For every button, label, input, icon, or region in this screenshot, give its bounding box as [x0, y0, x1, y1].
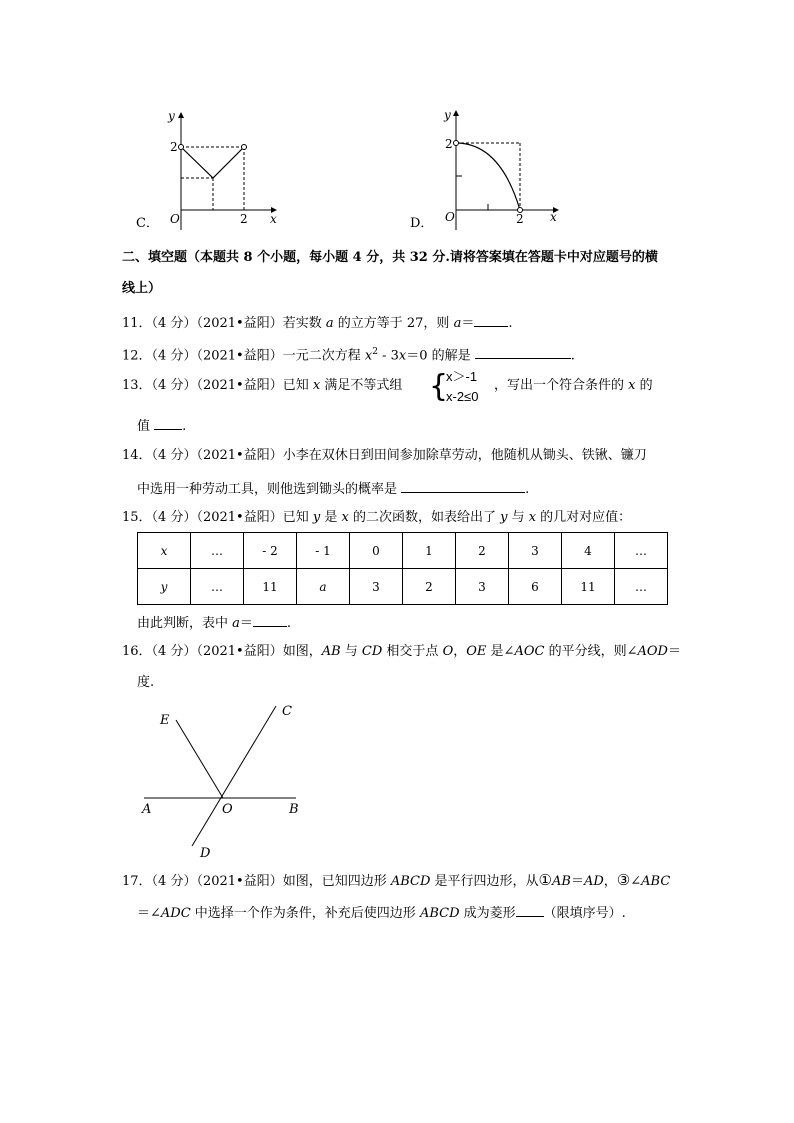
q11-text-mid: 的立方等于 27，则 [333, 316, 454, 331]
ray-oe [176, 720, 223, 798]
q12-exponent: 2 [372, 347, 378, 357]
q16-m5: 的平分线，则∠ [544, 644, 638, 659]
table-cell: 0 [350, 533, 403, 569]
question-14-line2 [137, 478, 529, 499]
q15-after-end: . [286, 616, 292, 631]
q17-l2end: （限填序号）. [543, 906, 626, 921]
q17-ad: AD [583, 874, 604, 889]
option-c-label: C． [136, 216, 159, 231]
table-cell: 1 [403, 533, 456, 569]
q15-x2: x [528, 510, 537, 525]
option-d-graph [410, 105, 570, 235]
q14-end: . [525, 482, 530, 497]
q17-angle: ∠ [630, 874, 642, 889]
point-b-label: B [289, 802, 299, 817]
x-axis-label: x [550, 210, 557, 224]
parabola-curve [456, 143, 520, 210]
open-point-left [179, 145, 184, 150]
answer-blank[interactable] [516, 902, 544, 917]
y-tick-2: 2 [170, 140, 178, 154]
question-14: 14．（4 分）（2021•益阳）小李在双休日到田间参加除草劳动，他随机从锄头、铁锹、镰刀 [122, 448, 647, 463]
q14-line2: 中选用一种劳动工具，则他选到锄头的概率是 [137, 482, 402, 497]
q13-post2: 的 [635, 378, 653, 393]
table-cell: … [615, 533, 668, 569]
open-point-top [454, 141, 459, 146]
q17-abcd2: ABCD [419, 906, 460, 921]
q17-m2: ， [603, 874, 617, 889]
q17-abcd: ABCD [390, 874, 431, 889]
x-tick-2: 2 [516, 212, 524, 226]
q16-text: 16．（4 分）（2021•益阳）如图， [122, 644, 322, 659]
q13-var: x [312, 378, 321, 393]
q11-eq: ＝ [461, 316, 475, 331]
q13-line2: 值 [137, 419, 155, 434]
q12-text: 12．（4 分）（2021•益阳）一元二次方程 [122, 348, 365, 364]
q15-post: 的几对对应值： [536, 510, 632, 525]
x-axis-label: x [270, 212, 277, 226]
option-d-label: D． [410, 216, 434, 231]
q13-post: ，写出一个符合条件的 [494, 378, 629, 393]
q12-var2: x [398, 348, 407, 364]
line-cd [192, 706, 276, 846]
y-axis-label: y [444, 108, 451, 122]
answer-blank[interactable] [474, 312, 508, 327]
table-cell: y [138, 569, 191, 605]
q16-oe: OE [466, 644, 487, 659]
answer-blank[interactable] [154, 415, 182, 430]
question-13-post [494, 377, 653, 395]
q12-end: . [570, 348, 575, 364]
q15-after-pre: 由此判断，表中 [137, 616, 233, 631]
table-cell: … [191, 569, 244, 605]
question-16 [122, 643, 681, 661]
table-cell: … [615, 569, 668, 605]
table-cell: 3 [456, 569, 509, 605]
table-cell: 3 [350, 569, 403, 605]
table-cell: 2 [456, 533, 509, 569]
q15-text: 15．（4 分）（2021•益阳）已知 [122, 510, 313, 525]
y-axis-label: y [168, 109, 175, 123]
question-16-line2: 度. [137, 675, 155, 690]
q17-text: 17．（4 分）（2021•益阳）如图，已知四边形 [122, 874, 391, 889]
q17-l2pre: ＝∠ [137, 906, 161, 921]
q15-mid: 是 [320, 510, 342, 525]
q11-text: 11．（4 分）（2021•益阳）若实数 [122, 316, 326, 331]
point-e-label: E [160, 713, 170, 728]
table-cell: - 1 [297, 533, 350, 569]
q15-y: y [312, 510, 321, 525]
q11-var2: a [453, 316, 462, 331]
table-row-y [138, 569, 668, 605]
q17-m1: 是平行四边形，从 [430, 874, 539, 889]
q17-eq: ＝ [570, 874, 584, 889]
y-tick-2: 2 [445, 137, 453, 151]
q17-l2mid: 中选择一个作为条件，补充后使四边形 [190, 906, 420, 921]
section-heading-line1: 二、填空题（本题共 8 个小题，每小题 4 分，共 32 分.请将答案填在答题卡中对应题号的横 [122, 250, 658, 265]
inequality-2: x-2≤0 [446, 389, 479, 404]
q16-aod: AOD [637, 644, 668, 659]
q16-cd: CD [361, 644, 383, 659]
q15-after-eq: ＝ [239, 616, 253, 631]
table-cell: a [297, 569, 350, 605]
question-17-line2 [137, 902, 626, 923]
q16-ab: AB [321, 644, 341, 659]
table-cell: 2 [403, 569, 456, 605]
q13-end: . [182, 419, 187, 434]
point-d-label: D [200, 846, 211, 861]
q16-m1: 与 [340, 644, 362, 659]
table-cell: … [191, 533, 244, 569]
q17-circle-3: ③ [616, 871, 631, 889]
q15-mid3: 与 [507, 510, 529, 525]
question-12 [122, 343, 575, 365]
answer-blank[interactable] [475, 344, 571, 359]
option-c-graph [136, 105, 286, 235]
question-13-line2 [137, 415, 186, 436]
brace: { [429, 369, 449, 404]
q15-y2: y [500, 510, 508, 525]
q16-m4: 是∠ [486, 644, 515, 659]
table-cell: 11 [562, 569, 615, 605]
q11-var: a [325, 316, 334, 331]
table-cell: - 2 [244, 533, 297, 569]
q13-var2: x [628, 378, 636, 393]
inequality-system [446, 367, 478, 407]
question-17 [122, 871, 670, 891]
point-o-label: O [222, 802, 233, 817]
q17-l2post: 成为菱形 [459, 906, 516, 921]
q16-m3: ， [453, 644, 467, 659]
q15-mid2: 的二次函数，如表给出了 [348, 510, 501, 525]
table-cell: 6 [509, 569, 562, 605]
q17-circle-1: ① [538, 871, 552, 889]
answer-blank[interactable] [253, 612, 287, 627]
q11-end: . [508, 316, 513, 331]
table-row-x [138, 533, 668, 569]
table-cell: 3 [509, 533, 562, 569]
origin-label: O [170, 212, 180, 226]
q16-m2: 相交于点 [382, 644, 443, 659]
q12-mid: - 3 [377, 348, 399, 364]
question-15 [122, 509, 631, 527]
table-cell: x [138, 533, 191, 569]
point-a-label: A [142, 802, 152, 817]
q17-ab: AB [552, 874, 571, 889]
question-13 [122, 377, 402, 395]
table-cell: 11 [244, 569, 297, 605]
section-heading-line2: 线上） [122, 281, 162, 296]
origin-label: O [445, 210, 455, 224]
point-c-label: C [282, 704, 292, 719]
q12-var: x [364, 348, 373, 364]
q17-abc: ABC [641, 874, 671, 889]
open-point-bottom [518, 208, 523, 213]
q17-adc: ADC [160, 906, 191, 921]
open-point-right [242, 145, 247, 150]
q12-post: ＝0 的解是 [406, 348, 475, 364]
q16-o: O [442, 644, 454, 659]
q15-x: x [341, 510, 349, 525]
q13-text: 13．（4 分）（2021•益阳）已知 [122, 378, 313, 393]
value-table [137, 532, 668, 605]
inequality-1: x＞-1 [446, 369, 478, 384]
q16-aoc: AOC [514, 644, 545, 659]
q15-after-var: a [232, 616, 240, 631]
answer-blank[interactable] [401, 478, 525, 493]
x-tick-2: 2 [240, 212, 248, 226]
question-11 [122, 312, 512, 333]
table-cell: 4 [562, 533, 615, 569]
q13-mid: 满足不等式组 [320, 378, 403, 393]
angle-figure [136, 700, 316, 865]
v-curve [181, 147, 244, 178]
q16-m6: ＝ [667, 644, 681, 659]
question-15-after [137, 612, 291, 633]
